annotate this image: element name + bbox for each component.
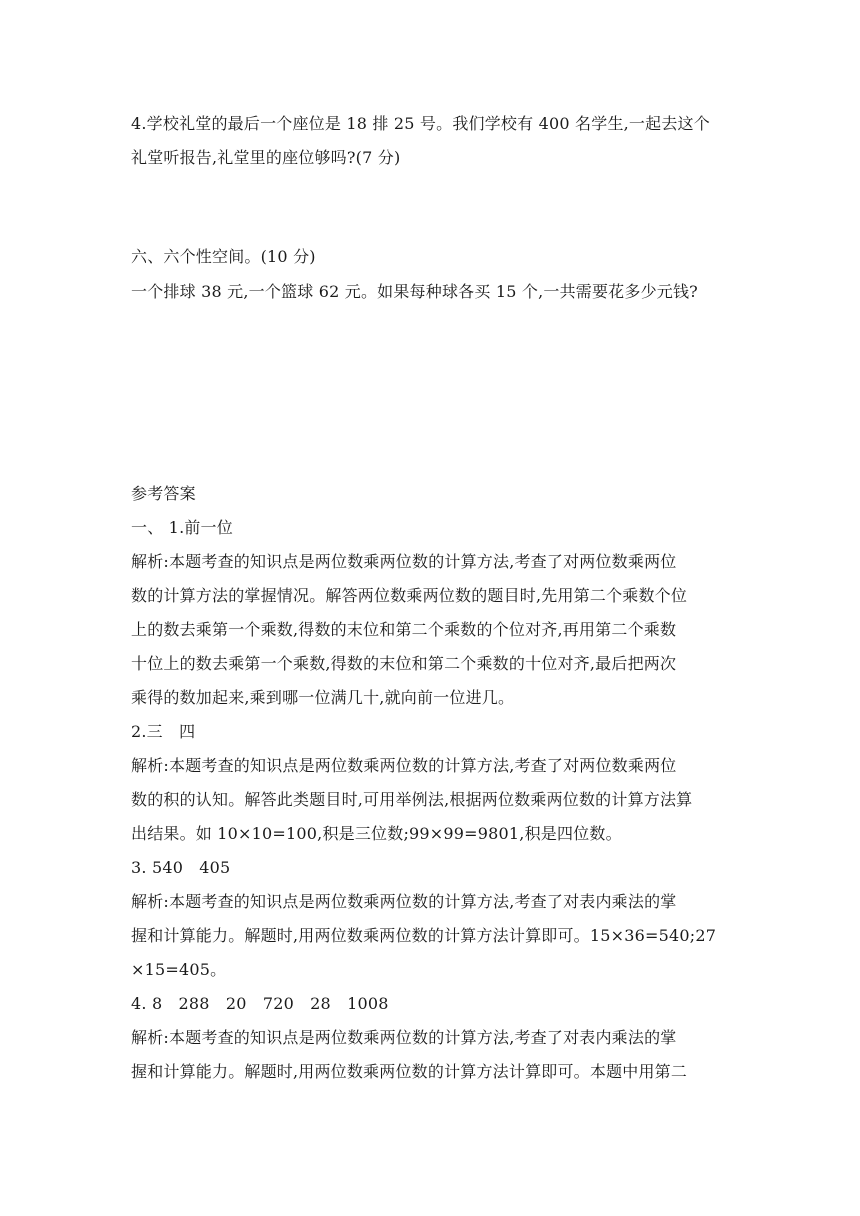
answer-1-explanation-line: 十位上的数去乘第一个乘数,得数的末位和第二个乘数的十位对齐,最后把两次 bbox=[131, 654, 677, 673]
section-6-question: 一个排球 38 元,一个篮球 62 元。如果每种球各买 15 个,一共需要花多少元钱? bbox=[131, 282, 698, 301]
question-4-line-2: 礼堂听报告,礼堂里的座位够吗?(7 分) bbox=[131, 148, 401, 167]
answer-3-explanation-line: ×15=405。 bbox=[131, 960, 227, 979]
question-4-line-1: 4.学校礼堂的最后一个座位是 18 排 25 号。我们学校有 400 名学生,一起去这个 bbox=[131, 114, 710, 133]
answer-2: 2.三 四 bbox=[131, 722, 196, 741]
answer-2-explanation-line: 解析:本题考查的知识点是两位数乘两位数的计算方法,考查了对两位数乘两位 bbox=[131, 756, 677, 775]
section-6-heading: 六、六个性空间。(10 分) bbox=[131, 247, 316, 266]
answer-2-explanation-line: 数的积的认知。解答此类题目时,可用举例法,根据两位数乘两位数的计算方法算 bbox=[131, 790, 693, 809]
answer-3: 3. 540 405 bbox=[131, 858, 231, 877]
answer-1-explanation-line: 上的数去乘第一个乘数,得数的末位和第二个乘数的个位对齐,再用第二个乘数 bbox=[131, 620, 677, 639]
answers-heading: 参考答案 bbox=[131, 484, 196, 503]
answer-3-explanation-line: 解析:本题考查的知识点是两位数乘两位数的计算方法,考查了对表内乘法的掌 bbox=[131, 892, 677, 911]
answer-1-explanation-line: 解析:本题考查的知识点是两位数乘两位数的计算方法,考查了对两位数乘两位 bbox=[131, 552, 677, 571]
answer-1-explanation-line: 乘得的数加起来,乘到哪一位满几十,就向前一位进几。 bbox=[131, 688, 515, 707]
answer-1-explanation-line: 数的计算方法的掌握情况。解答两位数乘两位数的题目时,先用第二个乘数个位 bbox=[131, 586, 688, 605]
answer-4: 4. 8 288 20 720 28 1008 bbox=[131, 994, 389, 1013]
answer-3-explanation-line: 握和计算能力。解题时,用两位数乘两位数的计算方法计算即可。15×36=540;27 bbox=[131, 926, 717, 945]
answer-4-explanation-line: 握和计算能力。解题时,用两位数乘两位数的计算方法计算即可。本题中用第二 bbox=[131, 1062, 688, 1081]
answer-2-explanation-line: 出结果。如 10×10=100,积是三位数;99×99=9801,积是四位数。 bbox=[131, 824, 622, 843]
answer-1: 一、 1.前一位 bbox=[131, 518, 233, 537]
answer-4-explanation-line: 解析:本题考查的知识点是两位数乘两位数的计算方法,考查了对表内乘法的掌 bbox=[131, 1028, 677, 1047]
